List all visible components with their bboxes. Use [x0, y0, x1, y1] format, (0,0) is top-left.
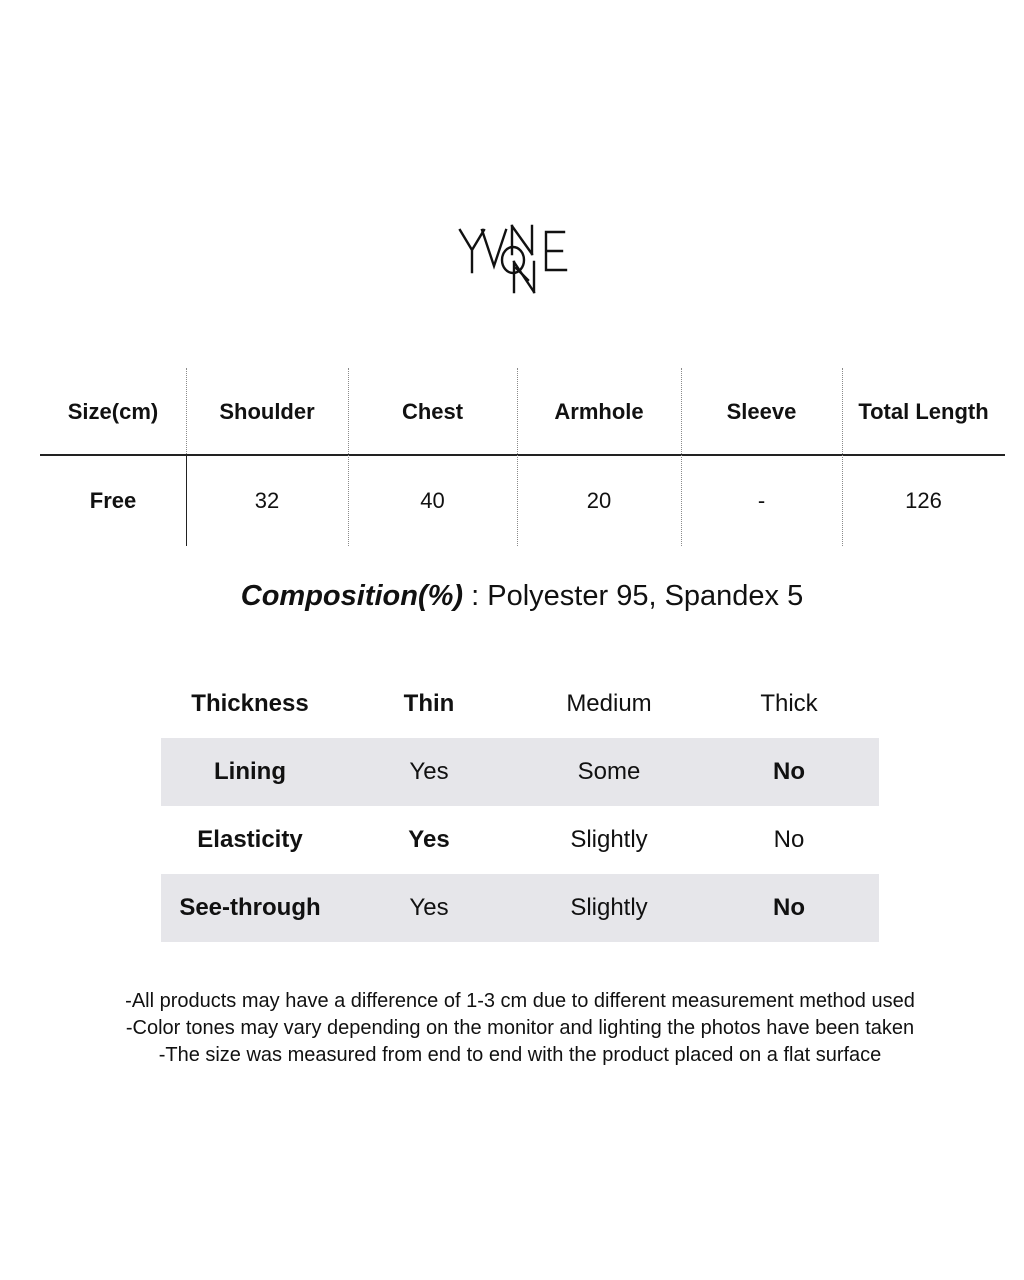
attribute-row-thickness	[161, 670, 879, 738]
composition-label: Composition(%)	[240, 580, 464, 612]
size-table-header-row	[40, 368, 1005, 455]
composition-line	[0, 580, 1024, 613]
cell-chest: 40	[420, 488, 445, 513]
note-line: -Color tones may vary depending on the monitor and lighting the photos have been taken	[125, 1017, 915, 1039]
attribute-option-selected: No	[773, 758, 805, 785]
attribute-row-lining	[161, 738, 879, 806]
attribute-option: Medium	[566, 690, 652, 717]
composition-separator: :	[463, 580, 488, 612]
note-line: -The size was measured from end to end with the product placed on a flat surface	[158, 1044, 882, 1066]
size-table-row	[40, 456, 1005, 546]
attribute-row-see-through	[161, 874, 879, 942]
attribute-option: Slightly	[570, 826, 648, 853]
size-table	[40, 368, 1005, 546]
attribute-option-selected: Thin	[403, 690, 455, 717]
attribute-option-selected: Yes	[408, 826, 450, 853]
header-total-length: Total Length	[858, 398, 989, 424]
brand-logo	[456, 218, 586, 298]
attribute-label: Thickness	[191, 690, 309, 717]
fabric-attributes-table	[161, 670, 879, 942]
attribute-label: Elasticity	[197, 826, 303, 853]
note-line: -All products may have a difference of 1-3 cm due to different measurement method used	[125, 990, 915, 1012]
header-size: Size(cm)	[67, 398, 159, 424]
cell-shoulder: 32	[254, 488, 280, 513]
cell-size: Free	[89, 488, 137, 513]
attribute-option: No	[773, 826, 805, 853]
attribute-label: Lining	[214, 758, 286, 785]
header-shoulder: Shoulder	[219, 398, 315, 424]
attribute-option: Some	[577, 758, 641, 785]
column-separator	[348, 368, 349, 546]
composition-value: Polyester 95, Spandex 5	[487, 580, 804, 612]
attribute-label: See-through	[179, 894, 321, 921]
column-separator	[842, 368, 843, 546]
attribute-option: Yes	[409, 894, 449, 921]
measurement-notes	[0, 988, 1024, 1069]
attribute-option: Thick	[760, 690, 818, 717]
cell-total-length: 126	[905, 488, 942, 513]
header-chest: Chest	[401, 398, 464, 424]
cell-sleeve: -	[757, 488, 766, 513]
column-separator	[186, 368, 187, 546]
column-separator	[517, 368, 518, 546]
attribute-option: Yes	[409, 758, 449, 785]
attribute-option: Slightly	[570, 894, 648, 921]
cell-armhole: 20	[586, 488, 612, 513]
attribute-row-elasticity	[161, 806, 879, 874]
column-separator	[681, 368, 682, 546]
header-sleeve: Sleeve	[726, 398, 797, 424]
attribute-option-selected: No	[773, 894, 805, 921]
header-armhole: Armhole	[554, 398, 644, 424]
logo-mark-icon	[456, 218, 586, 298]
